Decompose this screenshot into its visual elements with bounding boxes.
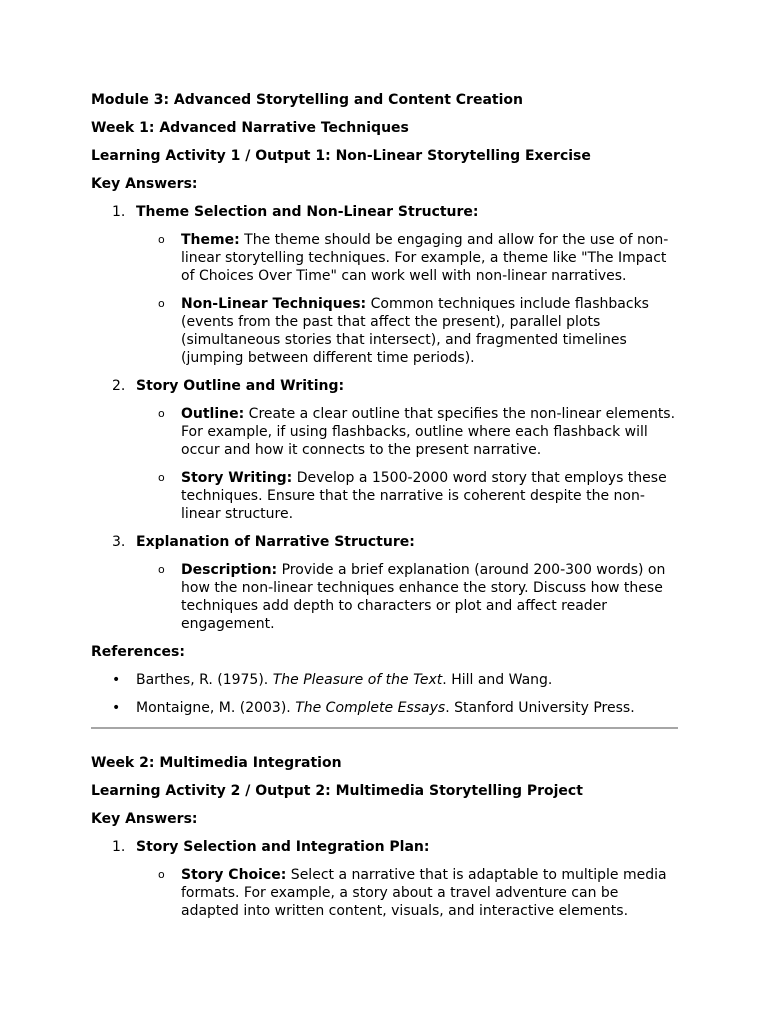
references-heading: References: xyxy=(91,644,185,660)
sub-item-text: The theme should be engaging and allow for the use of non-linear storytelling techniques. For example, a theme like "The Impact of Choices Over Time" can work well with non-linear narratives. xyxy=(181,232,669,284)
horizontal-divider xyxy=(91,727,678,729)
circle-bullet-icon: o xyxy=(158,233,165,246)
circle-bullet-icon: o xyxy=(158,563,165,576)
bullet-icon: • xyxy=(112,700,121,716)
item-heading: Explanation of Narrative Structure: xyxy=(136,534,415,550)
activity-2-title: Learning Activity 2 / Output 2: Multimedia Storytelling Project xyxy=(91,783,583,799)
item-number: 3. xyxy=(112,534,126,550)
sub-item-text: Develop a 1500-2000 word story that employs these techniques. Ensure that the narrative is coherent despite the non-linear structure. xyxy=(181,470,667,522)
key-answers-heading: Key Answers: xyxy=(91,176,198,192)
sub-item xyxy=(91,231,678,285)
sub-item-label: Story Choice: xyxy=(181,867,287,883)
item-heading: Story Outline and Writing: xyxy=(136,378,345,394)
numbered-item xyxy=(91,838,678,856)
circle-bullet-icon: o xyxy=(158,297,165,310)
week-2-title: Week 2: Multimedia Integration xyxy=(91,755,342,771)
sub-item-text: Provide a brief explanation (around 200-300 words) on how the non-linear techniques enhance the story. Discuss how these techniques add depth to characters or plot and affect reader engagement. xyxy=(181,562,666,632)
sub-item-label: Non-Linear Techniques: xyxy=(181,296,367,312)
sub-item-text: Select a narrative that is adaptable to multiple media formats. For example, a story about a travel adventure can be adapted into written content, visuals, and interactive elements. xyxy=(181,867,667,919)
reference-item xyxy=(91,699,678,717)
module-title: Module 3: Advanced Storytelling and Content Creation xyxy=(91,92,523,108)
activity-1-title: Learning Activity 1 / Output 1: Non-Linear Storytelling Exercise xyxy=(91,148,591,164)
sub-item xyxy=(91,469,678,523)
item-number: 2. xyxy=(112,378,126,394)
reference-publisher: . Stanford University Press. xyxy=(445,700,635,716)
sub-item-label: Theme: xyxy=(181,232,240,248)
item-number: 1. xyxy=(112,204,126,220)
reference-author: Montaigne, M. (2003). xyxy=(136,700,296,716)
sub-item-label: Story Writing: xyxy=(181,470,293,486)
numbered-item xyxy=(91,377,678,395)
reference-title: The Complete Essays xyxy=(295,700,446,716)
reference-author: Barthes, R. (1975). xyxy=(136,672,273,688)
sub-item xyxy=(91,295,678,367)
reference-publisher: . Hill and Wang. xyxy=(442,672,553,688)
sub-list xyxy=(91,561,678,633)
sub-item-label: Outline: xyxy=(181,406,245,422)
sub-item xyxy=(91,561,678,633)
sub-item xyxy=(91,866,678,920)
reference-title: The Pleasure of the Text xyxy=(272,672,443,688)
sub-item-label: Description: xyxy=(181,562,278,578)
numbered-item xyxy=(91,203,678,221)
circle-bullet-icon: o xyxy=(158,868,165,881)
numbered-item xyxy=(91,533,678,551)
sub-item xyxy=(91,405,678,459)
sub-item-text: Common techniques include flashbacks (events from the past that affect the present), parallel plots (simultaneous stories that intersect), and fragmented timelines (jumping between different time periods). xyxy=(181,296,649,366)
key-answers-heading: Key Answers: xyxy=(91,811,198,827)
item-number: 1. xyxy=(112,839,126,855)
week-1-title: Week 1: Advanced Narrative Techniques xyxy=(91,120,409,136)
item-heading: Story Selection and Integration Plan: xyxy=(136,839,430,855)
item-heading: Theme Selection and Non-Linear Structure: xyxy=(136,204,479,220)
circle-bullet-icon: o xyxy=(158,407,165,420)
reference-item xyxy=(91,671,678,689)
bullet-icon: • xyxy=(112,672,121,688)
circle-bullet-icon: o xyxy=(158,471,165,484)
sub-item-text: Create a clear outline that specifies the non-linear elements. For example, if using flashbacks, outline where each flashback will occur and how it connects to the present narrative. xyxy=(181,406,676,458)
sub-list xyxy=(91,231,678,367)
sub-list xyxy=(91,866,678,920)
sub-list xyxy=(91,405,678,523)
